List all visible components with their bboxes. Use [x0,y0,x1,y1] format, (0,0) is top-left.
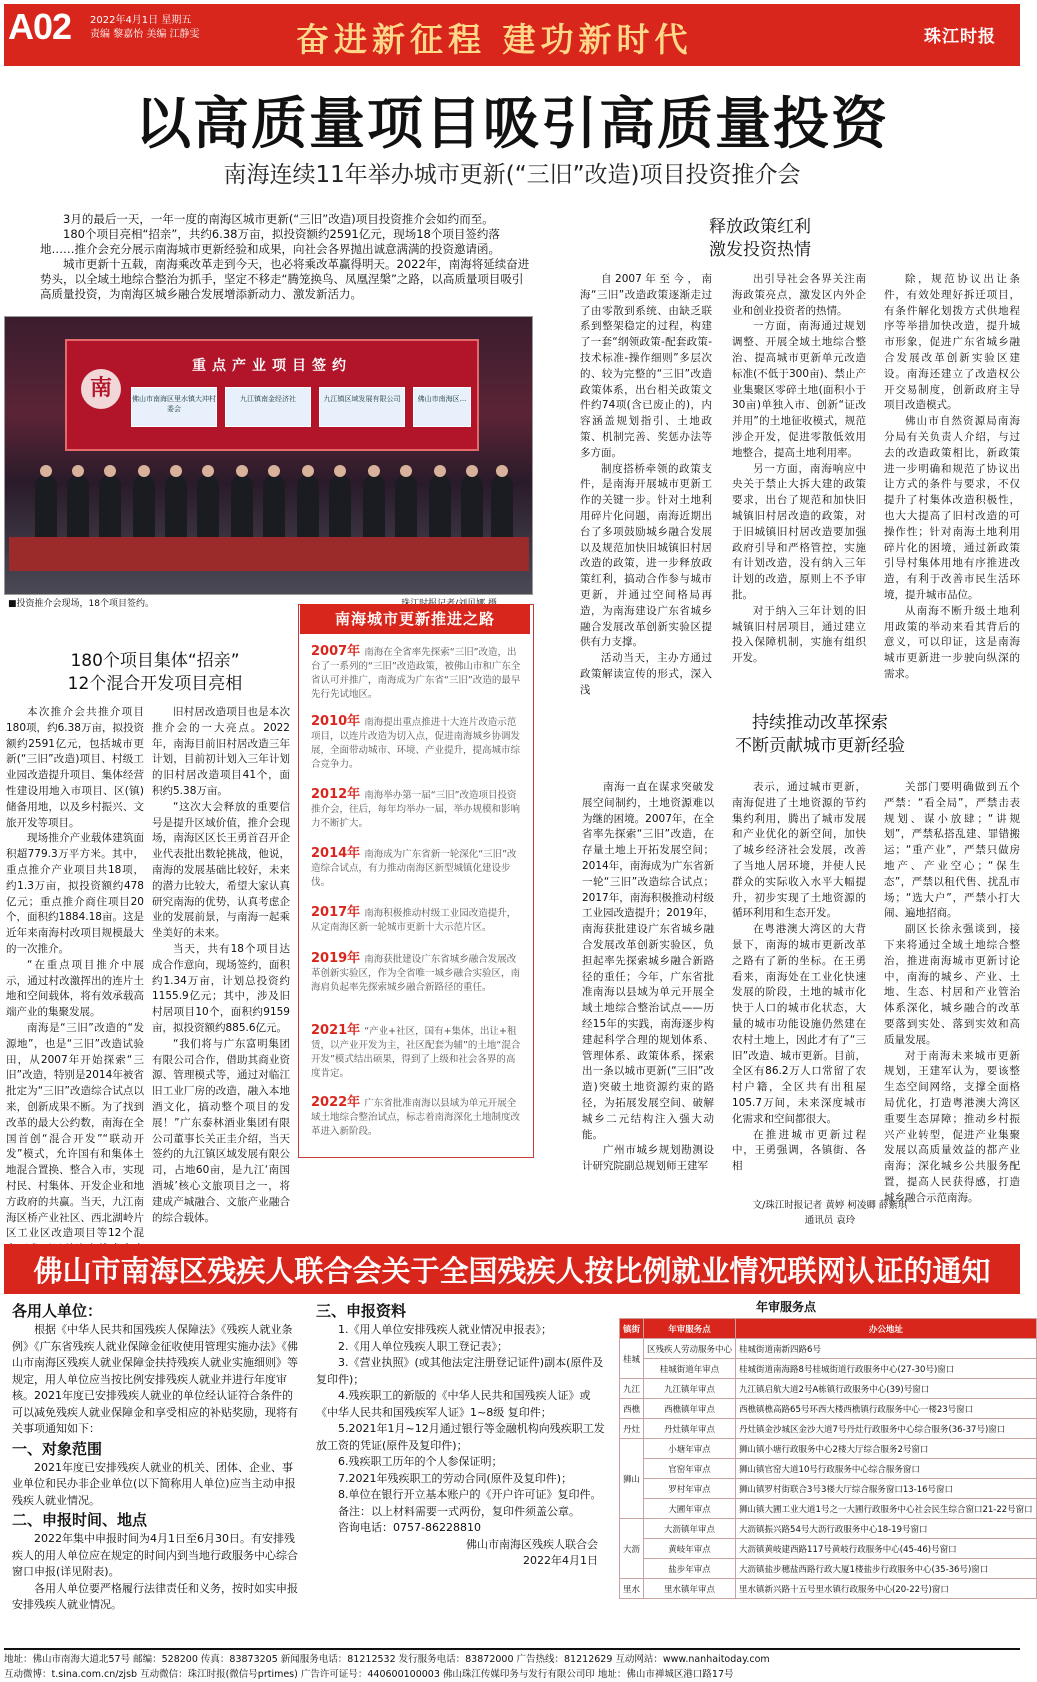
service-point-cell: 里水镇年审点 [644,1579,736,1599]
paragraph: 对于南海未来城市更新规划，王建军认为，要该整生态空间网络，支撑全面格局优化，打造粤港澳大湾区重要生态屏障；推动乡村振兴产业转型，促进产业集聚发展以高质量效益的都产业南海；深化城乡公共服务配置，提高人民获得感，打造城乡融合示范南海。 [884,1049,1020,1204]
paragraph: 本次推介会共推介项目180项，约6.38万亩，拟投资额约2591亿元，包括城市更新(“三旧”改造)项目、村级工业园改造提升项目、集体经营性建设用地入市项目、区(镇)储备用地，以及乡村振兴、文旅开发等项目。 [6,706,144,829]
timeline-text: 南海举办第一届“三旧”改造项目投资推介会，往后，每年均举办一届，举办规模和影响力不断扩大。 [311,790,521,829]
notice-signature [316,1537,608,1570]
paragraph: 制度搭桥牵领的政策支件，是南海开展城市更新工作的关键一步。针对土地利用碎片化问题，南海近期出台了多项鼓励城乡融合发展以及规范加快旧城镇旧村居改造的政策，进一步释放政策红利，搞动合作参与城市更新，并通过空间格局再造，为南海建设广东省城乡融合发展改革创新实验区提供有力支撑。 [580,462,712,649]
timeline-title: 南海城市更新推进之路 [300,604,530,634]
paragraph: 表示，通过城市更新，南海促进了土地资源的节约集约利用，腾出了城市发展和产业优化的新空间，加快了城乡经济社会发展，改善了当地人居环境，并使人民群众的实际收入水平大幅提升，初步实现了土地资源的循环利用和生态开发。 [732,781,866,920]
timeline-year: 2017年 [311,905,361,920]
table-row [620,1519,1037,1539]
timeline-text: 广东省批准南海以县域为单元开展全域土地综合整治试点，标志着南海深化土地制度改革进入新阶段。 [311,1098,521,1137]
timeline-item [311,952,523,995]
table-header-row [620,1319,1037,1339]
section-heading-policy [640,216,880,262]
signing-board: 佛山市南海区... [413,387,471,427]
timeline-text: 南海在全省率先探索“三旧”改造，出台了一系列的“三旧”改造政策，被佛山市和广东全省认可并推广，南海成为广东省“三旧”改造的最早先行先试地区。 [311,647,521,700]
stage-title: 重点产业项目签约 [192,358,352,374]
notice-list-item: 3.《营业执照》(或其他法定注册登记证件)副本(原件及复印件)； [316,1356,604,1386]
section3-column-b [732,780,866,1182]
caption-text: ■投资推介会现场，18个项目签约。 [8,599,154,609]
address-cell: 狮山镇官窑大道10号行政服务中心综合服务窗口 [736,1459,1037,1479]
timeline-text: 南海成为广东省新一轮深化“三旧”改造综合试点，有力推动南海区新型城镇化建设步伐。 [311,849,517,888]
masthead-slogan: 奋进新征程 建功新时代 [296,20,693,59]
article-lead [40,212,530,302]
signing-board: 九江镇南金经济社 [225,387,311,427]
paragraph: 除，规范协议出让条件，有效处理好拆迁项目，有条件解化划拨方式供地程序等举措加快改造，提升城市形象，促进广东省城乡融合发展改革创新实验区建设。南海还建立了改造权公开交易制度，创新政府主导项目改造模式。 [884,273,1020,412]
notice-column-left [12,1300,302,1614]
paragraph: 佛山市自然资源局南海分局有关负责人介绍，与过去的改造政策相比，新政策进一步明确和规范了协议出让方式的条件与要求，不仅提升了村集体改造积极性，也大大提高了旧村改造的可操作性；针对南海土地利用碎片化的困境，通过新政策引导村集体用地有序推进改造，有利于改善市民生活环境，提升城市品位。 [884,415,1020,601]
address-cell: 大沥镇盐步穗盐西路行政大厦1楼盐步行政服务中心(35-36号)窗口 [736,1559,1037,1579]
timeline-item [311,645,523,702]
notice-list-item: 6.残疾职工历年的个人参保证明； [338,1455,503,1468]
town-cell: 桂城 [620,1339,644,1379]
notice-section-title: 三、申报资料 [316,1302,407,1320]
page-number: A02 [8,6,72,47]
article-headline: 以高质量项目吸引高质量投资 [135,92,889,157]
paragraph: 关部门要明确做到五个严禁：“看全局”，严禁击表规划、谋小放肆；“讲规划”，严禁私搭乱建、罪错搬运；“重产业”，严禁只做房地产、产业空心；“保生态”，严禁以租代售、扰乱市场；“选大户”，严禁小打大闹、遍地招商。 [884,781,1020,920]
table-row [620,1379,1037,1399]
paragraph: “我们将与广东富明集团有限公司合作，借助其商业资源、管理模式等，通过对临江旧工业厂房的改造，融入本地酒文化，搞动整个项目的发展！”广东泰林酒业集团有限公司董事长关正圭介绍，当天签约的九江镇区域发展有限公司，占地60亩，是九江‘南国酒城’核心文旅项目之一，将建成产城融合、文旅产业融合的综合载体。 [152,1037,290,1224]
paragraph: 一方面，南海通过规划调整、开展全域土地综合整治、提高城市更新单元改造标准(不低于300亩)、禁止产业集聚区零碎土地(面积小于30亩)单独入市、创新“证改并用”的土地征收模式，规范涉企开发，促进零散低效用地整合，提高土地利用率。 [732,320,866,459]
byline-line: 文/珠江时报记者 黄婷 柯凌卿 薛紫琪 [752,1200,908,1211]
paragraph: 副区长徐永强谈到，接下来将通过全域土地综合整治，推进南海城市更新讨论中，南海的城乡、产业、土地、生态、村居和产业管治体系深化，城乡融合的改革要落到实处、落到实效和高质量发展。 [884,923,1020,1046]
timeline-item [311,715,523,772]
notice-intro: 根据《中华人民共和国残疾人保障法》《残疾人就业条例》《广东省残疾人就业保障金征收使用管理实施办法》《佛山市南海区残疾人就业保障金扶持残疾人就业实施细则》等规定，用人单位应当按比例安排残疾人就业并进行年度审核。2021年度已安排残疾人就业的单位经认证符合条件的可以减免残疾人就业保障金和享受相应的补贴奖励，现将有关事项通知如下： [12,1323,298,1435]
section1-column-a [580,272,712,696]
column-header: 办公地址 [736,1319,1037,1339]
service-point-cell: 桂城街道年审点 [644,1359,736,1379]
section3-column-a [582,780,714,1182]
column-header: 镇街 [620,1319,644,1339]
lead-paragraph: 城市更新十五载，南海乘改革走到今天，也必将乘改革赢得明天。2022年，南海将延续奋进势头，以全域土地综合整治为抓手，坚定不移走“腾笼换鸟、凤凰涅槃”之路，以高质量项目吸引高质量投资，为南海区城乡融合发展增添新动力、激发新活力。 [40,257,530,301]
address-cell: 狮山镇罗村街联合3号3楼大厅综合服务窗口13-16号窗口 [736,1479,1037,1499]
table-row [620,1479,1037,1499]
footer-line: 互动微博：t.sina.com.cn/zjsb 互动微信：珠江时报(微信号prtimes) 广告许可证号：440600100003 佛山珠江传媒印务与发行有限公司印 地址：佛山市禅城区港口路17号 [4,1669,734,1680]
paragraph: 另一方面，南海响应中央关于禁止大拆大建的政策要求，出台了规范和加快旧城镇旧村居改造的政策，对于旧城镇旧村居改造要加强政府引导和严格管控，实施有计划改造，没有纳入三年计划的改造，原则上不予审批。 [732,462,866,601]
timeline-year: 2014年 [311,846,361,861]
notice-section-title: 二、申报时间、地点 [12,1511,148,1529]
signing-table [9,537,529,571]
service-point-cell: 区残疾人劳动服务中心 [644,1339,736,1359]
heading-line: 激发投资热情 [709,240,811,260]
signature-org: 佛山市南海区残疾人联合会 [466,1537,598,1551]
service-points-title: 年审服务点 [756,1300,817,1314]
address-cell: 里水镇新兴路十五号里水镇行政服务中心(20-22号)窗口 [736,1579,1037,1599]
notice-salutation: 各用人单位： [12,1302,103,1320]
notice-list-item: 8.单位在银行开立基本账户的《开户许可证》复印件。 [338,1488,602,1501]
paragraph: 从南海不断升级土地利用政策的举动来看其背后的意义，可以印证，这是南海城市更新进一步驶向纵深的需求。 [884,604,1020,680]
paragraph: 当天，共有18个项目达成合作意向，现场签约，面积约1.34万亩，计划总投资约1155.9亿元；其中，涉及旧村居项目10个，面积约9159亩，拟投资额约885.6亿元。 [152,942,290,1034]
timeline-year: 2010年 [311,714,361,729]
town-cell: 西樵 [620,1399,644,1419]
section-heading-reform [680,712,960,758]
section1-column-c [884,272,1020,680]
address-cell: 大沥镇黄岐建西路117号黄岐行政服务中心(45-46)号窗口 [736,1539,1037,1559]
service-point-cell: 罗村年审点 [644,1479,736,1499]
paragraph: 活动当天，主办方通过政策解读宣传的形式，深入浅 [580,652,712,696]
signing-guests [25,459,515,541]
section-heading-projects [20,650,290,696]
timeline-text: 南海积极推动村级工业园改造提升，从定南海区新一轮城市更新十大示范片区。 [311,908,517,933]
notice-list-item: 2.《用人单位残疾人职工登记表》； [338,1339,508,1353]
service-points-body [620,1339,1037,1599]
notice-list-item: 1.《用人单位安排残疾人就业情况申报表》； [338,1323,552,1336]
town-cell: 九江 [620,1379,644,1399]
article-byline [730,1198,930,1228]
service-point-cell: 小塘年审点 [644,1439,736,1459]
paragraph: 旧村居改造项目也是本次推介会的一大亮点。2022年，南海目前旧村居改造三年计划，目前初计划入三年计划的旧村居改造项目41个，面积约5.38万亩。 [152,706,290,797]
notice-title: 佛山市南海区残疾人联合会关于全国残疾人按比例就业情况联网认证的通知 [33,1254,991,1288]
heading-line: 释放政策红利 [709,217,811,237]
paragraph: 在推进城市更新过程中，王勇强调，各镇街、各相 [732,1128,866,1173]
notice-list-item: 5.2021年1月~12月通过银行等金融机构向残疾职工发放工资的凭证(原件及复印件)； [316,1422,605,1452]
timeline-item [311,1096,523,1139]
address-cell: 狮山镇大圃工业大道1号之一大圃行政服务中心社会民生综合窗口21-22号窗口 [736,1499,1037,1519]
address-cell: 桂城街道南新四路6号 [736,1339,1037,1359]
table-row [620,1439,1037,1459]
town-cell: 里水 [620,1579,644,1599]
table-row [620,1359,1037,1379]
section2-column-a [6,705,144,1240]
service-point-cell: 官窑年审点 [644,1459,736,1479]
notice-paragraph: 2021年度已安排残疾人就业的机关、团体、企业、事业单位和民办非企业单位(以下简称用人单位)应当主动申报残疾人就业情况。 [12,1460,296,1507]
address-cell: 桂城街道南海路8号桂城街道行政服务中心(27-30号)窗口 [736,1359,1037,1379]
paragraph: “这次大会释放的重要信号是提升区域价值，推介会现场，南海区区长王勇首召开企业代表批出数轮挑战，他说，南海的发展基础比较好，未来的潜力比较大，希望大家认真研究南海的优势，认真考虑企业的发展前景，与南海一起乘坐美好的未来。 [152,800,290,940]
heading-line: 持续推动改革探索 [752,713,888,733]
stage-screen [65,339,479,451]
section3-column-c [884,780,1020,1204]
footer-line: 地址：佛山市南海大道北57号 邮编：528200 传真：83873205 新闻服务电话：81212532 发行服务电话：83872000 广告热线：81212629 互动网站：www.nanhaitoday.com [4,1654,770,1665]
signing-board: 九江镇区域发展有限公司 [319,387,405,427]
column-header: 年审服务点 [644,1319,736,1339]
paragraph: “在重点项目推介中展示，通过村改激挥出的连片土地和空间载体，将有效承载高端产业的集聚发展。 [6,958,144,1019]
signing-board: 佛山市南海区里水镇大冲村委会 [131,387,217,427]
timeline-item [311,906,523,935]
table-row [620,1399,1037,1419]
table-row [620,1459,1037,1479]
signing-ceremony-photo [4,316,533,595]
table-row [620,1539,1037,1559]
timeline-box [298,604,534,1158]
service-point-cell: 盐步年审点 [644,1559,736,1579]
notice-section-title: 一、对象范围 [12,1439,103,1458]
editor-line: 责编 黎嘉怡 美编 江静雯 [90,29,200,40]
masthead-date [90,14,200,42]
paragraph: 现场推介产业载体建筑面积超779.3万平方米。其中，重点推介产业项目共18项，约1.3万亩，拟投资额约478亿元；重点推介商住项目20个，面积约1884.18亩。这是近年来南海村改项目规模最大的一次推介。 [6,832,144,955]
notice-column-middle [316,1300,608,1570]
notice-remark: 备注：以上材料需要一式两份，复印件须盖公章。 [338,1504,580,1518]
town-cell: 丹灶 [620,1419,644,1439]
heading-line: 不断贡献城市更新经验 [735,736,905,756]
paragraph: 南海是“三旧”改造的“发源地”，也是“三旧”改造试验田，从2007年开始探索“三旧”改造，特别是2014年被省批定为“三旧”改造综合试点以来，创新成果不断。为了找到改革的最大公约数，南海在全国首创“混合开发”“联动开发”模式，允许国有和集体土地混合置换、整合入市，实现村民、村集体、开发企业和地方政府的共赢。当天，九江南海区桥产业社区、西北湖岭片区工业区改造项目等12个混 [6,1021,144,1240]
address-cell: 丹灶镇金沙城区金沙大道7号丹灶行政服务中心综合服务(36-37号)窗口 [736,1419,1037,1439]
address-cell: 西樵镇樵高路65号环西大楼西樵镇行政服务中心一楼23号窗口 [736,1399,1037,1419]
notice-list-item: 7.2021年残疾职工的劳动合同(原件及复印件)； [338,1471,573,1485]
address-cell: 大沥镇振兴路54号大沥行政服务中心18-19号窗口 [736,1519,1037,1539]
table-row [620,1579,1037,1599]
town-cell: 大沥 [620,1519,644,1579]
date-line: 2022年4月1日 星期五 [90,15,192,26]
paragraph: 广州市城乡规划勘测设计研究院副总规划师王建军 [582,1144,714,1173]
service-point-cell: 大圃年审点 [644,1499,736,1519]
paragraph: 在粤港澳大湾区的大背景下，南海的城市更新改革之路有了新的坐标。在王勇看来，南海处在工业化快速发展的阶段，土地的城市化快于人口的城市化状态，大量的城市功能设施仍然建在农村土地上，因此才有了“三旧”改造、城市更新。目前，全区有86.2万人口常留了农村户籍，全区共有出租屋105.7万间，未来深度城市化需求和空间都很大。 [732,923,866,1125]
timeline-item [311,847,523,890]
table-row [620,1559,1037,1579]
table-row [620,1419,1037,1439]
timeline-item [311,788,523,831]
event-logo-icon: 南 [81,369,121,409]
timeline-text: “产业+社区，国有+集体，出让+租赁，以产业开发为主，社区配套为辅”的土地“混合开发”模式结出硕果，得到了上级和社会各界的高度肯定。 [311,1026,521,1079]
signature-date: 2022年4月1日 [523,1554,598,1567]
timeline-year: 2012年 [311,787,361,802]
byline-line: 通讯员 袁玲 [804,1215,856,1226]
service-point-cell: 丹灶镇年审点 [644,1419,736,1439]
timeline-text: 南海提出重点推进十大连片改造示范项目，以连片改造为切入点，促进南海城乡协调发展，全面带动城市、环境、产业提升，提高城市综合竞争力。 [311,717,521,770]
service-point-cell: 大沥镇年审点 [644,1519,736,1539]
timeline-year: 2007年 [311,644,361,659]
section2-column-b [152,705,290,1230]
table-row [620,1339,1037,1359]
paragraph: 出引导社会各界关注南海政策亮点，激发区内外企业和创业投资者的热情。 [732,273,866,317]
heading-line: 180个项目集体“招亲” [70,651,240,671]
paragraph: 南海一直在谋求突破发展空间制约，土地资源难以为继的困境。2007年，在全省率先探索“三旧”改造，在存量土地上开拓发展空间；2014年，南海成为广东省新一轮“三旧”改造综合试点；2017年，南海积极推动村级工业园改造提升；2019年，南海获批建设广东省城乡融合发展改革创新实验区，负担起率先探索城乡融合新路径的重任；今年，广东省批准南海以县域为单元开展全域土地综合整治试点——历经15年的实践，南海逐步构建起科学合理的规划体系、管理体系、政策体系，探索出一条以城市更新(“三旧”改造)突破土地资源约束的路径，为拓展发展空间、破解城乡二元结构注入强大动能。 [582,781,714,1141]
address-cell: 狮山镇小塘行政服务中心2楼大厅综合服务2号窗口 [736,1439,1037,1459]
timeline-year: 2019年 [311,951,361,966]
timeline-year: 2022年 [311,1095,361,1110]
lead-paragraph: 180个项目亮相“招亲”，共约6.38万亩，拟投资额约2591亿元，现场18个项目签约落地……推介会充分展示南海城市更新经验和成果，向社会各界抛出诚意满满的投资邀请函。 [40,227,500,256]
lead-paragraph: 3月的最后一天，一年一度的南海区城市更新(“三旧”改造)项目投资推介会如约而至。 [63,212,494,226]
heading-line: 12个混合开发项目亮相 [67,674,243,694]
timeline-year: 2021年 [311,1023,361,1038]
notice-paragraph: 各用人单位要严格履行法律责任和义务，按时如实申报安排残疾人就业情况。 [12,1581,298,1611]
service-points-table [619,1318,1037,1599]
section1-column-b [732,272,866,672]
address-cell: 九江镇启航大道2号A栋镇行政服务中心(39)号窗口 [736,1379,1037,1399]
table-row [620,1499,1037,1519]
article-subhead: 南海连续11年举办城市更新(“三旧”改造)项目投资推介会 [223,162,801,188]
notice-phone: 咨询电话：0757-86228810 [338,1521,481,1534]
timeline-item [311,1024,523,1081]
notice-paragraph: 2022年集中申报时间为4月1日至6月30日。有安排残疾人的用人单位应在规定的时间内到当地行政服务中心综合窗口申报(详见附表)。 [12,1532,298,1578]
service-point-cell: 黄岐年审点 [644,1539,736,1559]
notice-list-item: 4.残疾职工的新版的《中华人民共和国残疾人证》或《中华人民共和国残疾军人证》1~8级 复印件； [316,1389,591,1419]
timeline-text: 南海获批建设广东省城乡融合发展改革创新实验区，作为全省唯一城乡融合实验区，南海肩负起率先探索城乡融合新路径的重任。 [311,954,521,993]
town-cell: 狮山 [620,1439,644,1519]
newspaper-brand-logo: 珠江时报 [924,27,996,47]
page-footer [4,1648,1020,1682]
paragraph: 自2007年至今，南海“三旧”改造政策逐渐走过了由零散到系统、由缺乏联系到整架稳定的过程，构建了一套“纲领政策-配套政策-技术标准-操作细则”多层次的、较为完整的“三旧”改造政策体系，出台相关政策文件约74项(含已废止的)，内容涵盖规划指引、土地政策、机制完善、奖惩办法等多方面。 [580,273,712,459]
service-point-cell: 九江镇年审点 [644,1379,736,1399]
paragraph: 对于纳入三年计划的旧城镇旧村居项目，通过建立投入保障机制，实施有组织开发。 [732,604,866,665]
service-point-cell: 西樵镇年审点 [644,1399,736,1419]
